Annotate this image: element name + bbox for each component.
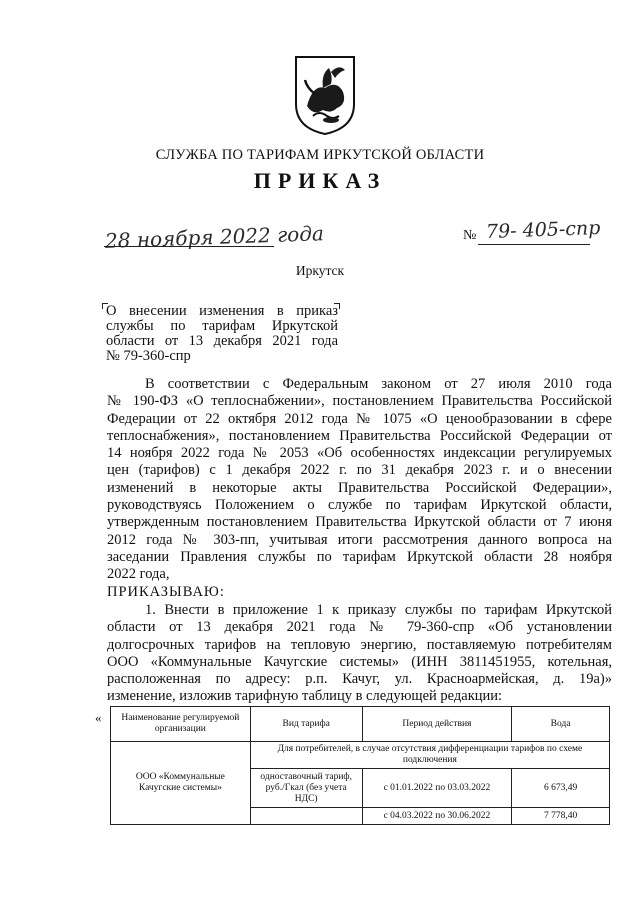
table-row [111, 742, 610, 769]
order-subject [106, 304, 338, 364]
item-1-paragraph [107, 602, 612, 706]
header-tariff-type: Вид тарифа [250, 707, 362, 742]
value-cell: 7 778,40 [512, 808, 610, 825]
tariff-table [110, 706, 610, 825]
document-title: ПРИКАЗ [253, 168, 387, 193]
preamble-line: утвержденным постановлением Правительства Иркутской области от 7 июня [107, 514, 612, 531]
preamble-line: Федерации от 22 октября 2012 года № 1075 «О ценообразовании в сфере [107, 410, 612, 427]
handwritten-date: 28 ноября 2022 года [104, 221, 325, 253]
subject-line: О внесении изменения в приказ [106, 303, 338, 319]
preamble-line: руководствуясь Положением о службе по тарифам Иркутской области, [107, 497, 612, 514]
subject-line: службы по тарифам Иркутской [106, 318, 338, 334]
preamble-line: цен (тарифов) с 1 декабря 2022 г. по 31 декабря 2023 г. и о внесении [107, 462, 612, 479]
subject-line: области от 13 декабря 2021 года [106, 333, 338, 349]
organization-cell: ООО «Коммунальные Качугские системы» [111, 742, 251, 825]
period-cell: с 04.03.2022 по 30.06.2022 [362, 808, 512, 825]
item-1-line: долгосрочных тарифов на тепловую энергию, поставляемую потребителям [107, 636, 612, 653]
number-label: № [463, 228, 477, 243]
period-cell: с 01.01.2022 по 03.03.2022 [362, 769, 512, 808]
item-1-line: ООО «Коммунальные Качугские системы» (ИНН 3811451955, котельная, [107, 653, 612, 670]
date-underline [104, 246, 274, 247]
preamble-line: № 190-ФЗ «О теплоснабжении», постановлением Правительства Российской [107, 393, 612, 410]
irkutsk-coat-of-arms-emblem [293, 54, 357, 136]
order-keyword: ПРИКАЗЫВАЮ: [107, 584, 225, 600]
header-period: Период действия [362, 707, 512, 742]
agency-name: СЛУЖБА ПО ТАРИФАМ ИРКУТСКОЙ ОБЛАСТИ [155, 147, 485, 163]
preamble-line: заседании Правления службы по тарифам Иркутской области 28 ноября [107, 548, 612, 565]
header-water: Вода [512, 707, 610, 742]
item-1-line: расположенная по адресу: р.п. Качуг, ул. Красноармейская, д. 19а)» [107, 671, 612, 688]
table-open-quote: « [95, 710, 102, 725]
tariff-type-cell-empty [250, 808, 362, 825]
preamble-line: В соответствии с Федеральным законом от 27 июля 2010 года [145, 376, 612, 392]
city-name: Иркутск [295, 263, 345, 278]
table-header-row [111, 707, 610, 742]
preamble-line: теплоснабжения», постановлением Правительства Российской Федерации от [107, 427, 612, 444]
handwritten-order-number: 79- 405-спр [485, 217, 601, 243]
number-underline [478, 244, 590, 245]
value-cell: 6 673,49 [512, 769, 610, 808]
item-1-line: изменение, изложив тарифную таблицу в следующей редакции: [107, 688, 503, 705]
subject-line: № 79-360-спр [106, 348, 191, 364]
preamble-line: 2022 года, [107, 566, 170, 583]
group-row-cell: Для потребителей, в случае отсутствия дифференциации тарифов по схеме подключения [250, 742, 609, 769]
item-1-line: области от 13 декабря 2021 года № 79-360-спр «Об установлении [107, 619, 612, 636]
item-1-line: 1. Внести в приложение 1 к приказу службы по тарифам Иркутской [145, 602, 612, 618]
preamble-line: изменений в некоторые акты Правительства Российской Федерации», [107, 479, 612, 496]
tariff-type-cell: одноставочный тариф, руб./Гкал (без учета НДС) [250, 769, 362, 808]
header-organization: Наименование регулируемой организации [111, 707, 251, 742]
preamble-line: 2012 года № 303-пп, учитывая итоги рассмотрения данного вопроса на [107, 531, 612, 548]
preamble-line: 14 ноября 2022 года № 2053 «Об особенностях индексации регулируемых [107, 445, 612, 462]
preamble-paragraph [107, 376, 612, 584]
